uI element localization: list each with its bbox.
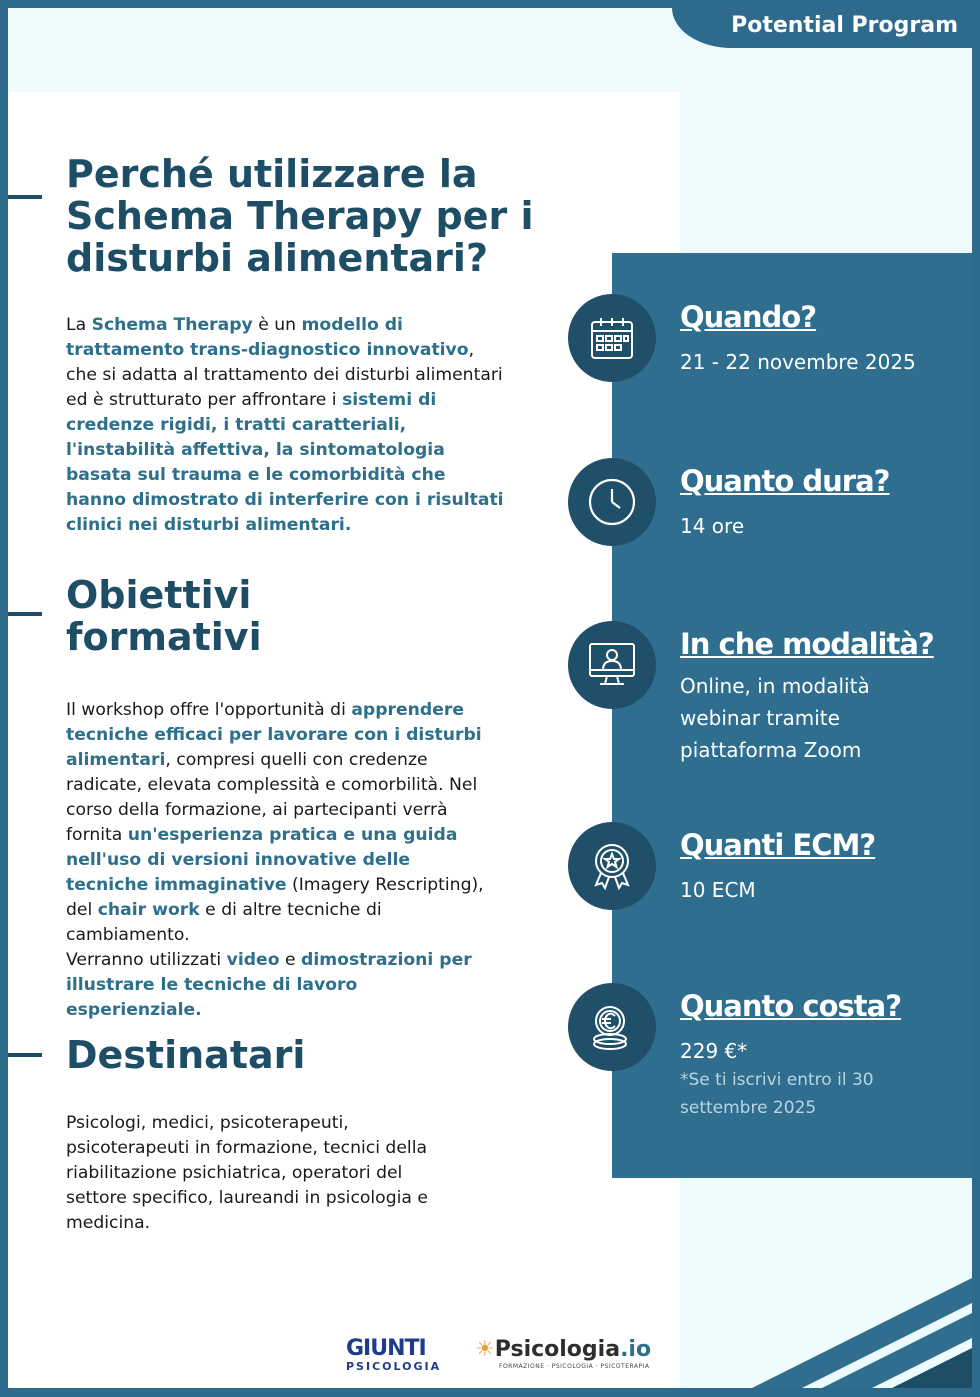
bulb-icon: ☀ <box>475 1337 495 1362</box>
award-star-icon <box>568 822 656 910</box>
info-title-cost: Quanto costa? <box>680 989 902 1023</box>
info-title-mode: In che modalità? <box>680 627 934 661</box>
info-value-mode: Online, in modalità webinar tramite piattaforma Zoom <box>680 674 870 762</box>
section-marker <box>8 612 42 616</box>
monitor-user-icon <box>568 621 656 709</box>
info-value-when: 21 - 22 novembre 2025 <box>680 350 916 374</box>
section-text-goals: Il workshop offre l'opportunità di apprendere tecniche efficaci per lavorare con i disturbi alimentari, compresi quelli con credenze radicate, elevata complessità e comorbilità. Nel corso della formazione, ai partecipanti verrà fornita un'esperienza pratica e una guida nell'uso di versioni innovative delle tecniche immaginative (Imagery Rescripting), del chair work e di altre tecniche di cambiamento. Verranno utilizzati video e dimostrazioni per illustrare le tecniche di lavoro esperienziale. <box>66 700 484 1020</box>
euro-coins-icon <box>568 983 656 1071</box>
info-title-ecm: Quanti ECM? <box>680 828 876 862</box>
section-marker <box>8 1053 42 1057</box>
info-note-cost: *Se ti iscrivi entro il 30 settembre 2025 <box>680 1070 874 1118</box>
section-title-why: Perché utilizzare la Schema Therapy per i disturbi alimentari? <box>66 152 534 280</box>
info-title-duration: Quanto dura? <box>680 464 890 498</box>
section-title-audience: Destinatari <box>66 1033 306 1077</box>
page-frame <box>8 8 972 1388</box>
info-title-when: Quando? <box>680 300 817 334</box>
giunti-logo: GIUNTI PSICOLOGIA <box>346 1336 442 1373</box>
section-text-why: La Schema Therapy è un modello di trattamento trans-diagnostico innovativo, che si adatta al trattamento dei disturbi alimentari ed è strutturato per affrontare i sistemi di credenze rigidi, i tratti caratteriali, l'instabilità affettiva, la sintomatologia basata sul trauma e le comorbidità che hanno dimostrato di interferire con i risultati clinici nei disturbi alimentari. <box>66 315 504 535</box>
info-value-cost: 229 €* <box>680 1039 748 1063</box>
clock-icon <box>568 458 656 546</box>
program-tab-label: Potential Program <box>731 13 958 38</box>
section-title-goals: Obiettivi formativi <box>66 573 262 659</box>
program-tab <box>672 8 972 48</box>
psicologia-io-logo: ☀Psicologia.io FORMAZIONE · PSICOLOGIA · PSICOTERAPIA <box>475 1337 652 1370</box>
section-marker <box>8 195 42 199</box>
calendar-icon <box>568 294 656 382</box>
info-value-ecm: 10 ECM <box>680 878 756 902</box>
decorative-stripes <box>752 1278 972 1388</box>
info-value-duration: 14 ore <box>680 514 745 538</box>
section-text-audience: Psicologi, medici, psicoterapeuti, psicoterapeuti in formazione, tecnici della riabilitazione psichiatrica, operatori del settore specifico, laureandi in psicologia e medicina. <box>66 1113 428 1233</box>
